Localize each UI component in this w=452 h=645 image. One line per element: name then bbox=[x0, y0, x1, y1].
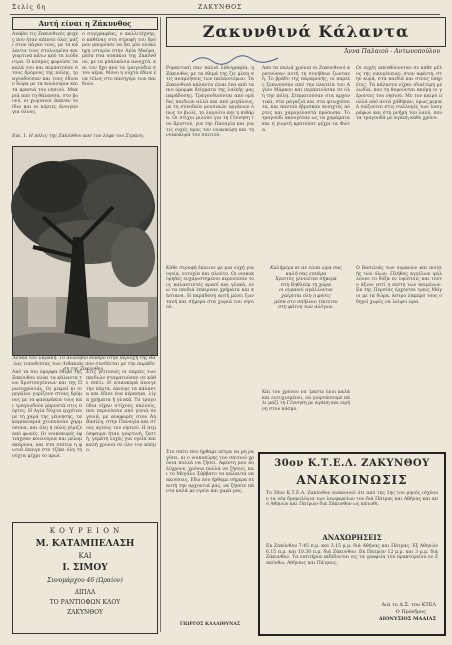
left-article-text-3: Από τα πιο όμορφα έθιμα της Ζακύνθου είναι τα κάλαντα των Χριστουγέννων και της Πρωτοχρονιάς. Οι μικροί κι οι μεγάλοι γυρίζουν στους δρόμους με τα φαναράκια τους και τραγουδούν μπροστά στις πόρτες. Η Αγία Νύχτα ερχόταν με τη χαρά της γέννησης, τα καμπαναριά χτυπούσαν χαρμόσυνα, και όλη η πόλη γέμιζε από φωνές. Οι νοικοκυρές έφτιαχναν κουλούρια και μελομακάρονα, και στα σπίτια η φωτιά έκαιγε στο τζάκι όλη τη νύχτα μέχρι το πρωί. bbox=[12, 370, 82, 459]
main-article-col-3: Οι ευχές απευθύνονταν σε κάθε μέλος της οικογένειας: στον αφέντη, στην κυρά, στα παιδιά και στους υπηρέτες. Τα κάλαντα είχαν ιδιαίτερη μελωδία, που τη θυμούνται ακόμη οι γέροντες του νησιού. Με τον καιρό πολλά από αυτά χάθηκαν, όμως μερικά σώζονται στις συλλογές των λαογράφων και στη μνήμη του λαού, που τα τραγουδά με αγάπη κάθε χρόνο. bbox=[356, 66, 442, 122]
page-number: Σελίς 6η bbox=[12, 4, 47, 11]
ad-line-8: ΖΑΚΥΝΘΟΥ bbox=[67, 609, 103, 616]
tree-photo-image bbox=[13, 147, 157, 355]
main-article-col-2: Από τα παλιά χρόνια οι Ζακυνθινοί κρατούσαν αυτή τη συνήθεια ζωντανή. Το βράδυ της παραμονής, οι παρέες ξεκινούσαν από την πλατεία του Αγίου Μάρκου και περπατούσαν σε όλη την πόλη. Σταματούσαν στα αρχοντικά, στα μαγαζιά και στα φτωχόσπιτα, και παντού έβρισκαν ανοιχτές πόρτες και χαμογελαστά πρόσωπα. Το τραγούδι ακουγόταν ως τα χαράματα και η γιορτή κρατούσε μέχρι τα Φώτα. bbox=[262, 66, 350, 133]
main-article-col-5: Ο Βασιλιάς των ουρανών και ποιητής των όλων. Πλήθος αγγέλων ψάλλουνε το δόξα εν υψίστοις και τούτο άξιον εστί η πίστη των ποιμένων. Εκ της Περσίας έρχονται τρεις Μάγοι με τα δώρα, άστρο λαμπρό τους οδηγεί χωρίς να λείψει ώρα. bbox=[356, 266, 442, 305]
main-article-col-1: Ρομαντική σαν παλιά λιθογραφία, η Ζάκυνθος με τα έθιμά της ζει μέσα στις αναμνήσεις των παλαιοτέρων. Τα Ζακυνθινά κάλαντα είναι ένα από τα πιο όμορφα δείγματα της λαϊκής μας παράδοσης. Τραγουδιούνται από ομάδες παιδιών αλλά και από μεγάλους, με τη συνοδεία μουσικών οργάνων όπως το βιολί, το λαγούτο και η κιθάρα. Οι στίχοι μιλούν για τη Γέννηση του Χριστού, για την Παναγία και για τις ευχές προς τον νοικοκύρη και τη νοικοκυρά του σπιτιού. bbox=[166, 66, 254, 139]
ad-line-1: Κ Ο Υ Ρ Ε Ι Ο Ν bbox=[49, 527, 121, 535]
main-headline: Ζακυνθινά Κάλαντα bbox=[166, 17, 446, 47]
handwritten-note-icon bbox=[190, 52, 280, 66]
ktel-sign-2: Ο Πρόεδρος bbox=[395, 609, 426, 615]
barber-shop-ad bbox=[12, 522, 158, 634]
ktel-sign-3: ΔΙΟΝΥΣΙΟΣ ΜΑΔΙΑΣ bbox=[378, 616, 436, 622]
main-article-col-6: Στο σπίτι που ήρθαμε πέτρα να μη ραγίσει, κι ο νοικοκύρης του σπιτιού χρόνια πολλά να ζήσει. Αφέντη μου πολύχρονε, χρόνια πολλά να ζήσεις, και το Μεγάλο Σάββατο τα κάλαντα να ακούσεις. Εδώ που ήρθαμε σήμερα σε αυτή την αρχοντιά μας, να ζήσετε πάντα καλά με υγεία και χαρά μας. bbox=[166, 450, 254, 495]
article-byline: Άννα Παλαιού - Αντωνοπούλου bbox=[344, 48, 440, 55]
left-article-text-2: ο συγγραφέας, ο καλλιτέχνης, ο καθένας στη στροφή του δρόμου μπορούσε να δει μία ολόκληρη ιστορία στην Αγία Μαύρα, μέσα στα σοκάκια της Ζακύνθου, με τα μπαλκόνια ανοιχτά, και τον ήχο από τα τραγούδια στον αέρα. Μόνο η νύχτα έδινε ένα τέλος στο πανηγύρι των παιδιών. bbox=[82, 32, 156, 88]
tree-photograph bbox=[12, 146, 158, 356]
main-article-col-4: Κάθε στροφή έκλεινε με μια ευχή για υγεία, ευτυχία και πλούτο. Οι νοικοκύρηδες ευχαριστημένοι κερνούσαν τους καλαντιστές κρασί και γλυκά, ενώ τα παιδιά έπαιρναν χρήματα και κάστανα. Η παράδοση αυτή μένει ζωντανή και σήμερα στα χωριά του νησιού. bbox=[166, 266, 254, 311]
ktel-schedule-text: Εκ Ζακύνθου 7.45 π.μ. και 3.15 μ.μ. διά Αθήνας και Πάτρας. Εξ Αθηνών 6.15 π.μ. και 10.30 π.μ. διά Ζάκυνθον. Εκ Πατρών 12 μ.μ. και 3 μ.μ. διά Ζάκυνθον. Τα εισιτήρια εκδίδονται εις τα γραφεία του πρακτορείου εν Ζακύνθω, Αθήναις και Πάτραις. bbox=[266, 544, 438, 566]
ktel-intro-text: Το 30ον Κ.Τ.Ε.Λ. Ζακύνθου ανακοινοί ότι από της 1ης του μηνός ισχύουν τα νέα δρομολόγια των λεωφορείων του διά Πάτρας και Αθήνας και από Αθηνών και Πατρών διά Ζάκυνθον ως κάτωθι. bbox=[266, 491, 438, 508]
carol-poem-stanza: Καλήμερα κι αν είναι ώρα σας καλή σας εσπέρα Χριστός γεννιέται σήμερα στη Βηθλεέμ τη χώρα οι ουρανοί αγάλλονται χαίρεται όλη η φύσις μέσα στο σπήλαιο τίκτεται στη φάτνη των αλόγων. bbox=[270, 266, 342, 311]
main-article-col-7: Και του χρόνου να ʼμαστε όλοι καλά και ευτυχισμένοι, να γιορτάσουμε πάλι μαζί τη Γέννηση με αγάπη και ειρήνη στον κόσμο. bbox=[262, 390, 350, 412]
newspaper-name: ΖΑΚΥΝΘΟΣ bbox=[198, 4, 243, 11]
ktel-subtitle: ΑΝΑΚΟΙΝΩΣΙΣ bbox=[296, 473, 408, 487]
left-article-text-1: Ανάβει τις Ζακυνθινές ψυχές που ήταν κάποτε όλες μαζί στον πάγκο τους, με τα κάλαντα τους στολισμένα και γιορτινά κάτω από τα λιόδεντρα. Ο κόσμος φορούσε τα καλά του και περπατούσε στους δρόμους της πόλης, τραγουδούσαν και τους έδιναν δώρα με τα κουλούρια και τα κρασιά του νησιού. Μακριά από τη θάλασσα, στο βουνό, οι χωριανοί έκαναν το ίδιο και οι πόρτες άνοιγαν για όλους. bbox=[12, 32, 78, 116]
ktel-announcement-box bbox=[258, 452, 446, 636]
ad-line-4: Ι. ΣΙΜΟΥ bbox=[62, 563, 108, 573]
photo-caption: Λεύκα του Σαράκη. Το αιωνόβιο δένδρο στην περιοχή της Βάλας τοποθεσίας των Λιθακιάς που συνδέεται με την παράδοση της Ζακύνθου. bbox=[12, 356, 156, 373]
ad-line-3: ΚΑΙ bbox=[78, 552, 92, 560]
ad-line-2: Μ. ΚΑΤΑΜΠΕΛΑΣΗ bbox=[35, 539, 135, 549]
ad-line-7: ΤΟ ΡΑΝΤΙΟΦΩΝ ΚΛΟΥ bbox=[49, 599, 121, 606]
ktel-sign-1: Διά το Δ.Σ. του ΚΤΕΛ bbox=[381, 602, 436, 608]
ktel-section-title: ΑΝΑΧΩΡΗΣΕΙΣ bbox=[322, 533, 382, 542]
ad-line-6: ΔΙΠΛΑ bbox=[74, 589, 96, 596]
left-article-title: Αυτή είναι η Ζάκυνθος bbox=[12, 17, 158, 30]
left-article-subcaption: Εικ. 1. Η πόλις της Ζακύνθου από τον λόφο του Στράνη. bbox=[12, 134, 145, 139]
ad-line-5: Συνομάρχου 46 (Ωραίον) bbox=[47, 577, 123, 584]
left-article-text-4: Στις γειτονιές οι παρέες των παιδιών σταματούσαν σε κάθε σπίτι. Η νοικοκυρά άνοιγε την πόρτα, άκουγε τα κάλαντα και έδινε ένα κέρασμα, λίγα χρήματα ή γλυκά. Τα τραγούδια είχαν στίχους παλιούς, που περνούσαν από γενιά σε γενιά, με αναφορές στον Άη Βασίλη, στην Παναγία και στους αγίους του νησιού. Η ατμόσφαιρα ήταν γιορτινή, ζεστή, γεμάτη ευχές για υγεία και καλή χρονιά σε όλο τον κόσμο. bbox=[86, 370, 156, 454]
ktel-title: 30ον Κ.Τ.Ε.Λ. ΖΑΚΥΝΘΟΥ bbox=[274, 458, 430, 469]
poem-author: ΓΙΩΡΓΟΣ ΚΑΛΛΙΘΥΝΑΣ bbox=[179, 622, 241, 627]
